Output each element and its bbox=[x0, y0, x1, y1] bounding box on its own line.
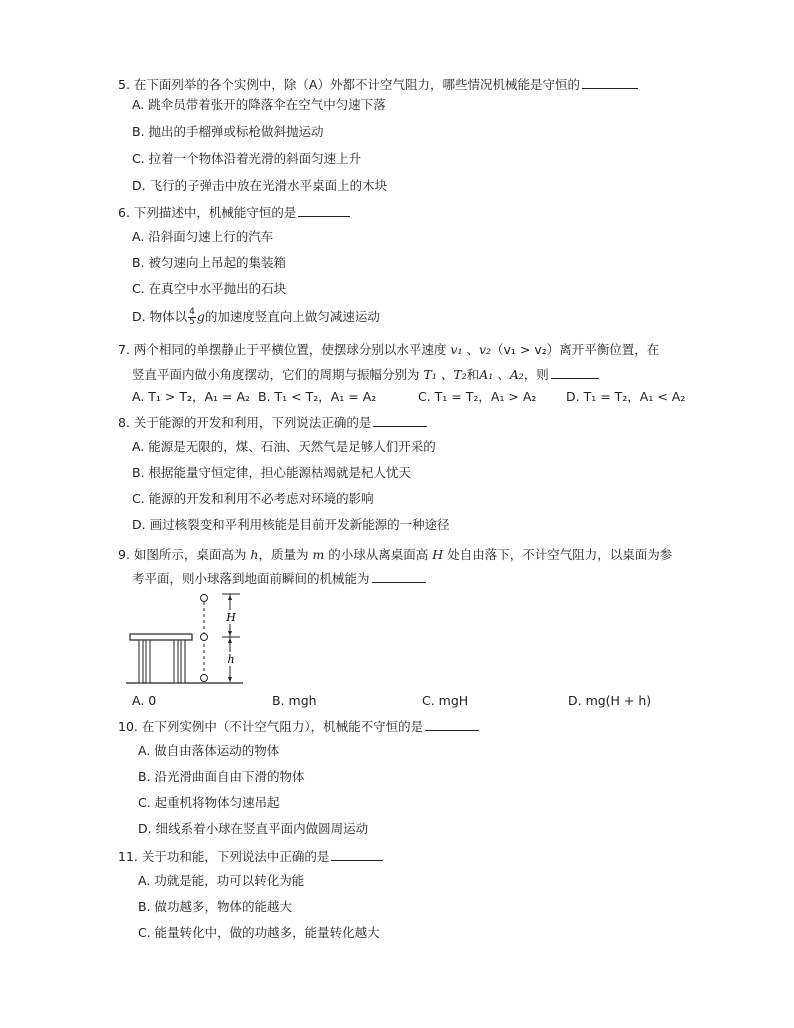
question-8-option-c: C. 能源的开发和利用不必考虑对环境的影响 bbox=[132, 491, 374, 506]
answer-blank bbox=[373, 414, 427, 427]
table-leg bbox=[174, 640, 178, 683]
question-8-option-a: A. 能源是无限的，煤、石油、天然气是足够人们开采的 bbox=[132, 439, 436, 454]
ball-end bbox=[201, 675, 208, 682]
question-5 bbox=[118, 76, 708, 94]
answer-blank bbox=[331, 848, 383, 861]
question-7-option-d: D. T₁ = T₂，A₁ < A₂ bbox=[566, 389, 686, 404]
table-leg bbox=[146, 640, 150, 683]
question-8-option-b: B. 根据能量守恒定律，担心能源枯竭就是杞人忧天 bbox=[132, 465, 412, 480]
question-7-line-2: 竖直平面内做小角度摆动，它们的周期与振幅分别为 T₁ 、T₂和A₁ 、A₂，则 bbox=[132, 366, 722, 384]
question-9-option-c: C. mgH bbox=[422, 693, 469, 708]
question-5-stem: 5. 在下面列举的各个实例中，除（A）外都不计空气阻力，哪些情况机械能是守恒的 bbox=[118, 77, 580, 92]
question-7-option-a: A. T₁ > T₂，A₁ = A₂ bbox=[132, 389, 251, 404]
question-5-option-d: D. 飞行的子弹击中放在光滑水平桌面上的木块 bbox=[132, 178, 388, 193]
question-11 bbox=[118, 848, 708, 866]
fraction: $\frac{4}{5}$ bbox=[189, 307, 195, 327]
answer-blank bbox=[582, 76, 638, 89]
falling-ball-figure bbox=[126, 590, 246, 688]
question-5-option-b: B. 抛出的手榴弹或标枪做斜抛运动 bbox=[132, 124, 324, 139]
question-8-stem: 8. 关于能源的开发和利用，下列说法正确的是 bbox=[118, 415, 372, 430]
question-7-option-b: B. T₁ < T₂，A₁ = A₂ bbox=[258, 389, 377, 404]
question-6-option-c: C. 在真空中水平抛出的石块 bbox=[132, 281, 287, 296]
table-leg bbox=[139, 640, 143, 683]
question-10-option-c: C. 起重机将物体匀速吊起 bbox=[138, 795, 280, 810]
question-5-option-c: C. 拉着一个物体沿着光滑的斜面匀速上升 bbox=[132, 151, 362, 166]
question-10-option-d: D. 细线系着小球在竖直平面内做圆周运动 bbox=[138, 821, 369, 836]
question-6-stem: 6. 下列描述中，机械能守恒的是 bbox=[118, 205, 297, 220]
question-6-option-b: B. 被匀速向上吊起的集装箱 bbox=[132, 255, 287, 270]
question-8-option-d: D. 画过核裂变和平利用核能是目前开发新能源的一种途径 bbox=[132, 517, 450, 532]
question-9-option-b: B. mgh bbox=[272, 693, 317, 708]
answer-blank bbox=[372, 570, 426, 583]
question-10-option-a: A. 做自由落体运动的物体 bbox=[138, 743, 280, 758]
label-H: H bbox=[226, 611, 236, 624]
question-8 bbox=[118, 414, 708, 432]
question-11-option-a: A. 功就是能，功可以转化为能 bbox=[138, 873, 305, 888]
question-6-option-a: A. 沿斜面匀速上行的汽车 bbox=[132, 229, 274, 244]
question-9: 9. 如图所示，桌面高为 h，质量为 m 的小球从离桌面高 H 处自由落下，不计空气阻力，以桌面为参 bbox=[118, 547, 673, 562]
question-5-option-a: A. 跳伞员带着张开的降落伞在空气中匀速下落 bbox=[132, 97, 386, 112]
question-11-option-c: C. 能量转化中，做的功越多，能量转化越大 bbox=[138, 925, 380, 940]
answer-blank bbox=[298, 204, 350, 217]
answer-blank bbox=[551, 366, 599, 379]
table-top bbox=[130, 634, 192, 640]
label-h: h bbox=[227, 653, 235, 666]
question-10-option-b: B. 沿光滑曲面自由下滑的物体 bbox=[138, 769, 305, 784]
question-11-stem: 11. 关于功和能，下列说法中正确的是 bbox=[118, 849, 330, 864]
table-leg bbox=[181, 640, 185, 683]
answer-blank bbox=[425, 718, 479, 731]
question-9-option-a: A. 0 bbox=[132, 693, 157, 708]
ball-start bbox=[201, 595, 208, 602]
question-7-option-c: C. T₁ = T₂，A₁ > A₂ bbox=[418, 389, 537, 404]
question-9-option-d: D. mg(H + h) bbox=[568, 693, 652, 708]
question-6-option-d: D. 物体以 $\frac{4}{5}$ g的加速度竖直向上做匀减速运动 bbox=[132, 307, 380, 327]
question-7: 7. 两个相同的单摆静止于平横位置，使摆球分别以水平速度 v₁ 、v₂（v₁ > v₂）离开平衡位置，在 bbox=[118, 342, 660, 357]
ball-middle bbox=[201, 634, 208, 641]
question-9-line-2: 考平面，则小球落到地面前瞬间的机械能为 bbox=[132, 570, 722, 588]
question-10-stem: 10. 在下列实例中（不计空气阻力），机械能不守恒的是 bbox=[118, 719, 424, 734]
question-11-option-b: B. 做功越多，物体的能越大 bbox=[138, 899, 293, 914]
question-10 bbox=[118, 718, 708, 736]
question-6 bbox=[118, 204, 708, 222]
